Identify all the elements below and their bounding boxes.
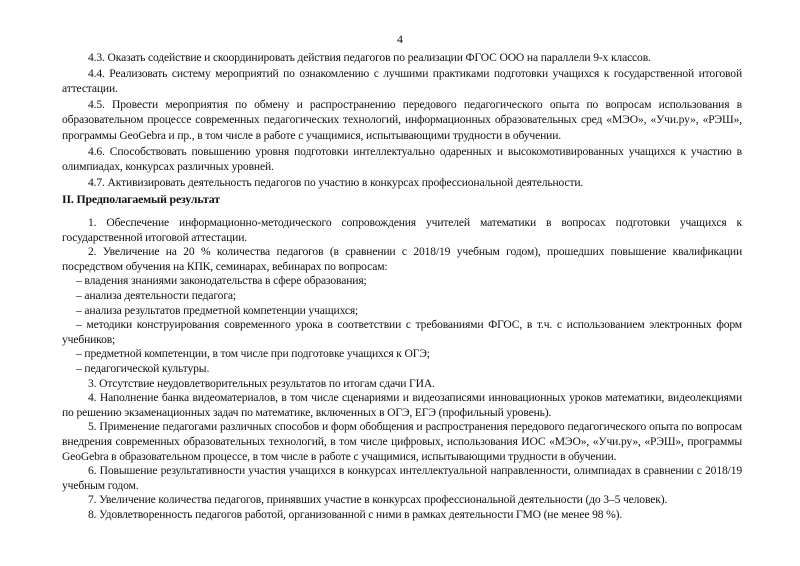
tasks-section <box>62 50 742 190</box>
result-item: 6. Повышение результативности участия учащихся в конкурсах интеллектуальной направленности, олимпиадах в сравнении с 2018/19 учебным годом. <box>62 464 742 492</box>
task-item: 4.7. Активизировать деятельность педагогов по участию в конкурсах профессиональной деятельности. <box>88 175 584 189</box>
bullet-item: – анализа деятельности педагога; <box>76 288 237 302</box>
result-item: 8. Удовлетворенность педагогов работой, организованной с ними в рамках деятельности ГМО (не менее 98 %). <box>88 507 623 521</box>
bullet-item: – владения знаниями законодательства в сфере образования; <box>76 274 367 288</box>
bullet-item: – предметной компетенции, в том числе при подготовке учащихся к ОГЭ; <box>76 347 430 361</box>
result-item: 5. Применение педагогами различных способов и форм обобщения и распространения передового педагогического опыта по вопросам внедрения современных образовательных технологий, в том числе цифровых, использования ИОС «МЭО», «Учи.ру», «РЭШ», программы GeoGebra в образовательном процессе, в том числе в работе с учащимися, испытывающими трудности в обучении. <box>62 420 742 463</box>
page-number: 4 <box>397 32 403 46</box>
bullet-item: – педагогической культуры. <box>76 361 210 375</box>
result-item: 1. Обеспечение информационно-методического сопровождения учителей математики в вопросах подготовки учащихся к государственной итоговой аттестации. <box>62 216 742 244</box>
result-item: 2. Увеличение на 20 % количества педагогов (в сравнении с 2018/19 учебным годом), прошедших повышение квалификации посредством обучения на КПК, семинарах, вебинарах по вопросам: <box>62 245 742 273</box>
results-section <box>62 192 742 522</box>
bullet-item: – анализа результатов предметной компетенции учащихся; <box>76 303 359 317</box>
task-item: 4.5. Провести мероприятия по обмену и распространению передового педагогического опыта по вопросам использования в образовательном процессе современных педагогических технологий, информационных образовательных сред «МЭО», «Учи.ру», «РЭШ», программы GeoGebra и пр., в том числе в работе с учащимися, испытывающими трудности в обучении. <box>62 97 742 142</box>
result-item: 3. Отсутствие неудовлетворительных результатов по итогам сдачи ГИА. <box>88 376 435 390</box>
bullet-item: – методики конструирования современного урока в соответствии с требованиями ФГОС, в т.ч. с использованием электронных форм учебников; <box>62 318 742 346</box>
section-heading: II. Предполагаемый результат <box>62 192 220 206</box>
task-item: 4.6. Способствовать повышению уровня подготовки интеллектуально одаренных и высокомотивированных учащихся к участию в олимпиадах, конкурсах различных уровней. <box>62 144 742 174</box>
task-item: 4.3. Оказать содействие и скоординировать действия педагогов по реализации ФГОС ООО на параллели 9-х классов. <box>88 51 651 64</box>
task-item: 4.4. Реализовать систему мероприятий по ознакомлению с лучшими практиками подготовки учащихся к государственной итоговой аттестации. <box>62 66 742 96</box>
result-item: 7. Увеличение количества педагогов, принявших участие в конкурсах профессиональной деятельности (до 3–5 человек). <box>88 493 668 507</box>
result-item: 4. Наполнение банка видеоматериалов, в том числе сценариями и видеозаписями инновационных уроков математики, видеолекциями по решению экзаменационных задач по математике, включенных в ОГЭ, ЕГЭ (профильный уровень). <box>62 391 742 419</box>
